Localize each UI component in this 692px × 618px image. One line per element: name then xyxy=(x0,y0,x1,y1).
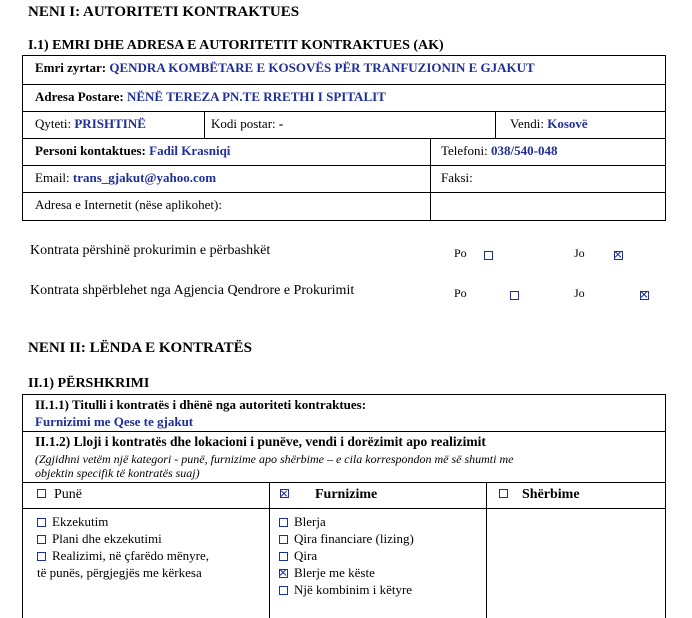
kodi-label: Kodi postar: xyxy=(211,116,276,131)
q2-po-checkbox[interactable] xyxy=(510,291,519,300)
cell-email xyxy=(22,165,431,193)
category-pune[interactable] xyxy=(22,482,270,509)
question-joint-procurement: Kontrata përshinë prokurimin e përbashkët xyxy=(30,243,271,258)
blerje-me-keste-checkbox[interactable] xyxy=(279,569,288,578)
cell-internet-value xyxy=(430,192,666,221)
question-central-agency: Kontrata shpërblehet nga Agjencia Qendrore e Prokurimit xyxy=(30,283,355,298)
pune-label: Punë xyxy=(54,487,82,502)
cell-internet xyxy=(22,192,431,221)
emri-value: QENDRA KOMBËTARE E KOSOVËS PËR TRANFUZIONIN E GJAKUT xyxy=(109,60,535,75)
option-ekzekutim[interactable]: Ekzekutim xyxy=(37,513,209,530)
q1-jo-label: Jo xyxy=(574,246,585,260)
telefoni-label: Telefoni: xyxy=(441,143,488,158)
row-titulli xyxy=(22,394,666,432)
cell-telefoni xyxy=(430,138,666,166)
furnizime-options xyxy=(269,508,487,618)
titulli-value: Furnizimi me Qese te gjakut xyxy=(35,414,194,429)
blerja-checkbox[interactable] xyxy=(279,518,288,527)
emri-label: Emri zyrtar xyxy=(35,60,102,75)
option-blerje-me-keste[interactable]: Blerje me këste xyxy=(279,564,414,581)
q2-jo-checkbox[interactable] xyxy=(640,291,649,300)
kodi-value: - xyxy=(278,116,284,131)
cell-personi: Personi kontaktues: Fadil Krasniqi xyxy=(22,138,431,166)
lloji-instruction: (Zgjidhni vetëm një kategori - punë, furnizime apo shërbime – e cila korrespondon më së shumti me objektin specifik të kontratës suaj) xyxy=(35,452,514,480)
category-furnizime[interactable] xyxy=(269,482,487,509)
qyteti-value: PRISHTINË xyxy=(74,116,146,131)
row-lloji xyxy=(22,431,666,483)
sherbime-options xyxy=(486,508,666,618)
internet-label: Adresa e Internetit (nëse aplikohet): xyxy=(35,197,222,212)
pune-checkbox[interactable] xyxy=(37,489,46,498)
qira-financiare-checkbox[interactable] xyxy=(279,535,288,544)
qira-checkbox[interactable] xyxy=(279,552,288,561)
sherbime-checkbox[interactable] xyxy=(499,489,508,498)
cell-qyteti xyxy=(22,111,205,139)
q1-po-checkbox[interactable] xyxy=(484,251,493,260)
personi-label: Personi kontaktues xyxy=(35,143,142,158)
vendi-label: Vendi: xyxy=(510,116,544,131)
lloji-label: II.1.2) Lloji i kontratës dhe lokacioni i punëve, vendi i dorëzimit apo realizimit xyxy=(35,434,486,449)
option-kombinim[interactable]: Një kombinim i këtyre xyxy=(279,581,414,598)
category-sherbime[interactable] xyxy=(486,482,666,509)
option-qira-financiare[interactable]: Qira financiare (lizing) xyxy=(279,530,414,547)
section-2-title: NENI II: LËNDA E KONTRATËS xyxy=(28,340,252,356)
furnizime-checkbox[interactable] xyxy=(280,489,289,498)
section-1-title: NENI I: AUTORITETI KONTRAKTUES xyxy=(28,4,300,20)
personi-value: Fadil Krasniqi xyxy=(149,143,231,158)
option-realizimi[interactable]: Realizimi, në çfarëdo mënyre, xyxy=(37,547,209,564)
row-adresa: Adresa Postare: NËNË TEREZA PN.TE RRETHI I SPITALIT xyxy=(22,84,666,112)
furnizime-label: Furnizime xyxy=(315,487,378,502)
plani-checkbox[interactable] xyxy=(37,535,46,544)
vendi-value: Kosovë xyxy=(547,116,588,131)
option-qira[interactable]: Qira xyxy=(279,547,414,564)
cell-faksi xyxy=(430,165,666,193)
section-2-subtitle: II.1) PËRSHKRIMI xyxy=(28,376,150,391)
adresa-value: NËNË TEREZA PN.TE RRETHI I SPITALIT xyxy=(126,89,386,104)
pune-options xyxy=(22,508,270,618)
sherbime-label: Shërbime xyxy=(522,487,580,502)
cell-kodi xyxy=(204,111,496,139)
option-blerja[interactable]: Blerja xyxy=(279,513,414,530)
faksi-label: Faksi: xyxy=(441,170,473,185)
email-value: trans_gjakut@yahoo.com xyxy=(72,170,217,185)
cell-vendi xyxy=(495,111,666,139)
email-label: Email: xyxy=(35,170,70,185)
realizimi-continuation: të punës, përgjegjës me kërkesa xyxy=(37,565,202,580)
q1-jo-checkbox[interactable] xyxy=(614,251,623,260)
telefoni-value: 038/540-048 xyxy=(491,143,558,158)
q2-po-label: Po xyxy=(454,286,467,300)
titulli-label: II.1.1) Titulli i kontratës i dhënë nga autoriteti kontraktues: xyxy=(35,397,367,412)
ekzekutim-checkbox[interactable] xyxy=(37,518,46,527)
row-emri: Emri zyrtar: QENDRA KOMBËTARE E KOSOVËS PËR TRANFUZIONIN E GJAKUT xyxy=(22,55,666,85)
kombinim-checkbox[interactable] xyxy=(279,586,288,595)
q2-jo-label: Jo xyxy=(574,286,585,300)
section-1-subtitle: I.1) EMRI DHE ADRESA E AUTORITETIT KONTRAKTUES (AK) xyxy=(28,38,444,53)
realizimi-checkbox[interactable] xyxy=(37,552,46,561)
qyteti-label: Qyteti: xyxy=(35,116,72,131)
adresa-label: Adresa Postare xyxy=(35,89,120,104)
option-plani[interactable]: Plani dhe ekzekutimi xyxy=(37,530,209,547)
q1-po-label: Po xyxy=(454,246,467,260)
